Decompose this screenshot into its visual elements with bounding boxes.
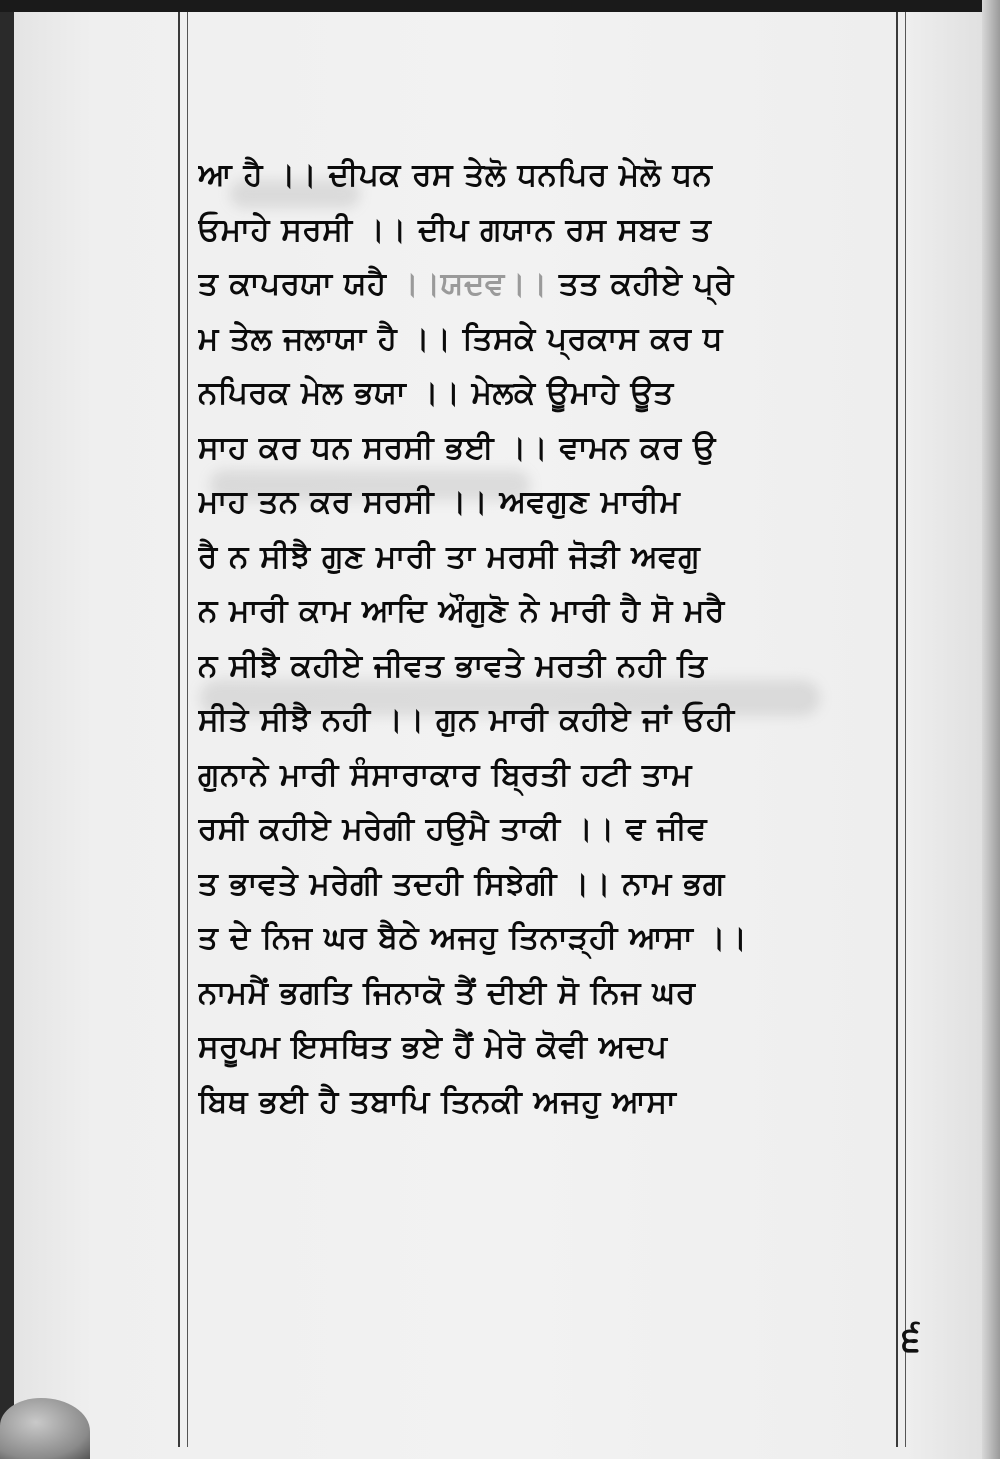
- text-line: ਆ ਹੈ ।। ਦੀਪਕ ਰਸ ਤੇਲੋ ਧਨਪਿਰ ਮੇਲੋ ਧਨ: [198, 157, 713, 193]
- text-line: ਸੀਤੇ ਸੀਝੈ ਨਹੀ ।। ਗੁਨ ਮਾਰੀ ਕਹੀਏ ਜਾਂ ਓਹੀ: [198, 702, 735, 738]
- text-line: ਰਸੀ ਕਹੀਏ ਮਰੇਗੀ ਹਉਮੈ ਤਾਕੀ ।। ਵ ਜੀਵ: [198, 811, 708, 847]
- text-line: ਰੈ ਨ ਸੀਝੈ ਗੁਣ ਮਾਰੀ ਤਾ ਮਰਸੀ ਜੋੜੀ ਅਵਗੁ: [198, 538, 701, 575]
- margin-rule-left-outer: [178, 12, 180, 1447]
- text-line: ਮ ਤੇਲ ਜਲਾਯਾ ਹੈ ।। ਤਿਸਕੇ ਪ੍ਰਕਾਸ ਕਰ ਧ: [198, 320, 723, 357]
- text-line: ਨਪਿਰਕ ਮੇਲ ਭਯਾ ।। ਮੇਲਕੇ ਊਮਾਹੇ ਊਤ: [198, 375, 674, 411]
- page-top-edge: [0, 0, 1000, 12]
- text-line: ਨ ਸੀਝੈ ਕਹੀਏ ਜੀਵਤ ਭਾਵਤੇ ਮਰਤੀ ਨਹੀ ਤਿ: [198, 647, 708, 684]
- text-line-end: ਤਤ ਕਹੀਏ ਪ੍ਰੇ: [558, 266, 735, 302]
- text-line: ਨ ਮਾਰੀ ਕਾਮ ਆਦਿ ਔਗੁਣੋ ਨੇ ਮਾਰੀ ਹੈ ਸੋ ਮਰੈ: [198, 593, 725, 629]
- text-line: ਸਾਹ ਕਰ ਧਨ ਸਰਸੀ ਭਈ ।। ਵਾਮਨ ਕਰ ਉ: [198, 429, 716, 466]
- text-line: ਨਾਮਮੈਂ ਭਗਤਿ ਜਿਨਾਕੋ ਤੈਂ ਦੀਈ ਸੋ ਨਿਜ ਘਰ: [198, 974, 696, 1011]
- margin-rule-right-outer: [905, 12, 906, 1447]
- page-right-edge: [982, 0, 1000, 1459]
- text-line: ਮਾਹ ਤਨ ਕਰ ਸਰਸੀ ।। ਅਵਗੁਣ ਮਾਰੀਮ: [198, 484, 681, 520]
- manuscript-text-block: [198, 148, 890, 1129]
- text-line: ਓਮਾਹੇ ਸਰਸੀ ।। ਦੀਪ ਗਯਾਨ ਰਸ ਸਬਦ ਤ: [198, 211, 712, 248]
- text-line: [198, 257, 890, 312]
- page-number: ੬: [902, 1318, 921, 1359]
- text-line-start: ਤ ਕਾਪਰਯਾ ਯਹੈ: [198, 266, 387, 302]
- text-line: ਸਰੂਪਮ ਇਸਥਿਤ ਭਏ ਹੈਂ ਮੇਰੋ ਕੋਵੀ ਅਦਪ: [198, 1029, 668, 1065]
- text-line: ਤ ਭਾਵਤੇ ਮਰੇਗੀ ਤਦਹੀ ਸਿਝੇਗੀ ।। ਨਾਮ ਭਗ: [198, 865, 725, 902]
- margin-rule-right-inner: [896, 12, 898, 1447]
- faded-text: ।।ਯਦਵ।।: [397, 266, 548, 302]
- text-line: ਗੁਨਾਨੇ ਮਾਰੀ ਸੰਸਾਰਾਕਾਰ ਬ੍ਰਿਤੀ ਹਟੀ ਤਾਮ: [198, 756, 692, 793]
- text-line: ਤ ਦੇ ਨਿਜ ਘਰ ਬੈਠੇ ਅਜਹੁ ਤਿਨਾੜ੍ਹੀ ਆਸਾ ।।: [198, 920, 748, 956]
- margin-rule-left-inner: [187, 12, 188, 1447]
- text-line: ਬਿਥ ਭਈ ਹੈ ਤਬਾਪਿ ਤਿਨਕੀ ਅਜਹੁ ਆਸਾ: [198, 1083, 677, 1120]
